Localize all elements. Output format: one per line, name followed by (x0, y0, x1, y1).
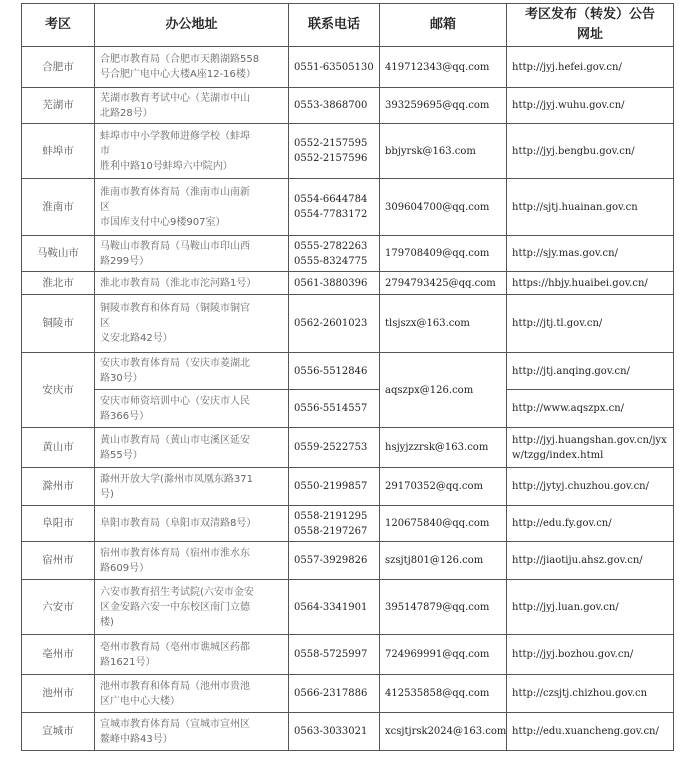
address-line: 义安北路42号） (100, 333, 173, 344)
announcement-url[interactable]: http://czsjtj.chizhou.gov.cn (507, 675, 674, 713)
table-row (22, 635, 674, 675)
announcement-url[interactable]: http://jyj.bozhou.gov.cn/ (507, 635, 674, 675)
table-row (22, 506, 674, 542)
table-row (22, 47, 674, 88)
table-row (22, 124, 674, 179)
email-cell: hsjyjzzrsk@163.com (380, 428, 507, 468)
table-row (22, 713, 674, 751)
announcement-url[interactable]: http://jyj.wuhu.gov.cn/ (507, 88, 674, 124)
announcement-url[interactable]: http://jyj.huangshan.gov.cn/jyxw/tzgg/index.html (507, 428, 674, 468)
address-line: 池州市教育和体育局（池州市贵池 (100, 680, 250, 692)
phone-number: 0558-2197267 (294, 525, 368, 537)
region-cell: 芜湖市 (22, 88, 95, 124)
announcement-url[interactable]: http://jyj.bengbu.gov.cn/ (507, 124, 674, 179)
email-cell: aqszpx@126.com (380, 353, 507, 428)
announcement-url[interactable]: http://www.aqszpx.cn/ (507, 390, 674, 428)
announcement-url[interactable]: http://jyj.hefei.gov.cn/ (507, 47, 674, 88)
address-cell (95, 47, 289, 88)
email-cell: 393259695@qq.com (380, 88, 507, 124)
address-line: 市国库支付中心9楼907室） (100, 216, 226, 228)
email-cell: 419712343@qq.com (380, 47, 507, 88)
address-line: 区广电中心大楼） (100, 695, 180, 707)
address-cell (95, 272, 289, 295)
phone-number: 0555-8324775 (294, 255, 368, 267)
address-cell (95, 506, 289, 542)
address-line: 北路28号） (100, 107, 153, 119)
phone-cell (289, 713, 380, 751)
phone-number: 0566-2317886 (294, 688, 368, 699)
address-line: 路1621号） (100, 656, 156, 668)
email-cell: szsjtj801@126.com (380, 542, 507, 580)
address-line: 安庆市师资培训中心（安庆市人民 (100, 395, 250, 407)
region-cell: 马鞍山市 (22, 236, 95, 272)
address-line: 鳌峰中路43号） (100, 733, 173, 745)
address-cell (95, 88, 289, 124)
region-cell: 宣城市 (22, 713, 95, 751)
email-cell: xcsjtjrsk2024@163.com (380, 713, 507, 751)
address-line: 六安市教育招生考试院(六安市金安 (100, 586, 254, 598)
header-site: 考区发布（转发）公告网址 (507, 4, 674, 47)
header-email: 邮箱 (380, 4, 507, 47)
address-line: 淮北市教育局（淮北市沱河路1号） (100, 277, 257, 289)
address-cell (95, 179, 289, 236)
region-cell: 滁州市 (22, 468, 95, 506)
table-row (22, 428, 674, 468)
region-cell: 池州市 (22, 675, 95, 713)
announcement-url[interactable]: http://sjtj.huainan.gov.cn (507, 179, 674, 236)
announcement-url[interactable]: http://jytyj.chuzhou.gov.cn/ (507, 468, 674, 506)
announcement-url[interactable]: http://jyj.luan.gov.cn/ (507, 580, 674, 635)
address-line: 区金安路六安一中东校区南门立德 (100, 601, 250, 613)
phone-cell (289, 468, 380, 506)
table-row (22, 88, 674, 124)
address-cell (95, 635, 289, 675)
region-cell: 阜阳市 (22, 506, 95, 542)
email-cell: tlsjszx@163.com (380, 295, 507, 353)
address-line: 路299号） (100, 255, 150, 267)
phone-number: 0563-3033021 (294, 726, 368, 737)
address-line: 路30号） (100, 373, 143, 384)
email-cell: 179708409@qq.com (380, 236, 507, 272)
phone-number: 0562-2601023 (294, 318, 368, 329)
phone-number: 0554-7783172 (294, 209, 368, 220)
phone-cell (289, 272, 380, 295)
phone-cell (289, 428, 380, 468)
phone-cell (289, 124, 380, 179)
region-cell: 合肥市 (22, 47, 95, 88)
region-cell: 淮南市 (22, 179, 95, 236)
phone-cell (289, 47, 380, 88)
phone-cell (289, 580, 380, 635)
phone-number: 0564-3341901 (294, 601, 368, 613)
phone-number: 0556-5514557 (294, 403, 368, 414)
region-cell: 黄山市 (22, 428, 95, 468)
address-cell (95, 236, 289, 272)
header-phone: 联系电话 (289, 4, 380, 47)
contact-table (21, 3, 674, 751)
phone-number: 0552-2157595 (294, 138, 368, 149)
table-row (22, 295, 674, 353)
phone-number: 0556-5512846 (294, 365, 368, 377)
phone-number: 0557-3929826 (294, 555, 368, 566)
region-cell: 铜陵市 (22, 295, 95, 353)
phone-number: 0558-2191295 (294, 510, 368, 522)
table-row (22, 353, 674, 390)
address-line: 路366号） (100, 410, 150, 422)
address-cell (95, 675, 289, 713)
phone-cell (289, 179, 380, 236)
announcement-url[interactable]: http://jiaotiju.ahsz.gov.cn/ (507, 542, 674, 580)
table-row (22, 390, 674, 428)
table-row (22, 468, 674, 506)
phone-number: 0550-2199857 (294, 481, 368, 492)
address-line: 铜陵市教育和体育局（铜陵市铜官 (100, 303, 250, 314)
phone-cell (289, 506, 380, 542)
phone-number: 0552-2157596 (294, 153, 368, 164)
address-cell (95, 353, 289, 390)
region-cell: 淮北市 (22, 272, 95, 295)
address-line: 胜利中路10号蚌埠六中院内） (100, 160, 233, 172)
phone-number: 0561-3880396 (294, 277, 368, 289)
email-cell: 120675840@qq.com (380, 506, 507, 542)
table-row (22, 542, 674, 580)
address-line: 马鞍山市教育局（马鞍山市印山西 (100, 240, 250, 252)
address-line: 合肥市教育局（合肥市天鹅湖路558 (100, 54, 260, 65)
email-cell: 412535858@qq.com (380, 675, 507, 713)
email-cell: bbjyrsk@163.com (380, 124, 507, 179)
header-region: 考区 (22, 4, 95, 47)
phone-number: 0554-6644784 (294, 194, 368, 205)
region-cell: 六安市 (22, 580, 95, 635)
address-line: 芜湖市教育考试中心（芜湖市中山 (100, 92, 250, 104)
announcement-url[interactable]: http://jtj.tl.gov.cn/ (507, 295, 674, 353)
address-cell (95, 390, 289, 428)
address-line: 区 (100, 201, 110, 213)
phone-cell (289, 88, 380, 124)
address-line: 黄山市教育局（黄山市屯溪区延安 (100, 434, 250, 446)
address-line: 蚌埠市中小学教师进修学校（蚌埠 (100, 130, 250, 142)
phone-cell (289, 353, 380, 390)
table-row (22, 580, 674, 635)
table-row (22, 675, 674, 713)
address-line: 滁州开放大学(滁州市凤凰东路371 (100, 473, 253, 485)
phone-cell (289, 236, 380, 272)
address-line: 号) (100, 488, 114, 500)
email-cell: 29170352@qq.com (380, 468, 507, 506)
address-cell (95, 542, 289, 580)
header-row (22, 4, 674, 47)
phone-cell (289, 675, 380, 713)
region-cell: 宿州市 (22, 542, 95, 580)
address-line: 亳州市教育局（亳州市谯城区药都 (100, 641, 250, 653)
address-line: 路609号） (100, 562, 150, 574)
address-line: 安庆市教育体育局（安庆市菱湖北 (100, 358, 250, 369)
region-cell: 安庆市 (22, 353, 95, 428)
email-cell: 2794793425@qq.com (380, 272, 507, 295)
address-line: 淮南市教育体育局（淮南市山南新 (100, 186, 250, 198)
address-line: 号合肥广电中心大楼A座12-16楼） (100, 69, 256, 80)
table-row (22, 272, 674, 295)
email-cell: 395147879@qq.com (380, 580, 507, 635)
email-cell: 724969991@qq.com (380, 635, 507, 675)
phone-cell (289, 542, 380, 580)
address-line: 市 (100, 145, 110, 157)
phone-number: 0551-63505130 (294, 61, 374, 73)
email-cell: 309604700@qq.com (380, 179, 507, 236)
address-line: 楼) (100, 616, 114, 628)
announcement-url[interactable]: http://jtj.anqing.gov.cn/ (507, 353, 674, 390)
address-line: 宿州市教育体育局（宿州市淮水东 (100, 547, 250, 559)
announcement-url[interactable]: https://hbjy.huaibei.gov.cn/ (507, 272, 674, 295)
region-cell: 亳州市 (22, 635, 95, 675)
region-cell: 蚌埠市 (22, 124, 95, 179)
phone-number: 0559-2522753 (294, 442, 368, 453)
table-row (22, 236, 674, 272)
phone-cell (289, 390, 380, 428)
header-address: 办公地址 (95, 4, 289, 47)
phone-cell (289, 295, 380, 353)
address-line: 阜阳市教育局（阜阳市双清路8号） (100, 518, 257, 529)
announcement-url[interactable]: http://edu.fy.gov.cn/ (507, 506, 674, 542)
table-row (22, 179, 674, 236)
address-cell (95, 295, 289, 353)
phone-number: 0553-3868700 (294, 100, 368, 111)
phone-number: 0558-5725997 (294, 649, 368, 660)
address-line: 宣城市教育体育局（宣城市宣州区 (100, 718, 250, 730)
announcement-url[interactable]: http://edu.xuancheng.gov.cn/ (507, 713, 674, 751)
announcement-url[interactable]: http://sjy.mas.gov.cn/ (507, 236, 674, 272)
address-cell (95, 428, 289, 468)
address-cell (95, 468, 289, 506)
address-cell (95, 713, 289, 751)
address-line: 路55号） (100, 449, 143, 461)
address-line: 区 (100, 318, 110, 329)
address-cell (95, 580, 289, 635)
phone-cell (289, 635, 380, 675)
address-cell (95, 124, 289, 179)
phone-number: 0555-2782263 (294, 240, 368, 252)
